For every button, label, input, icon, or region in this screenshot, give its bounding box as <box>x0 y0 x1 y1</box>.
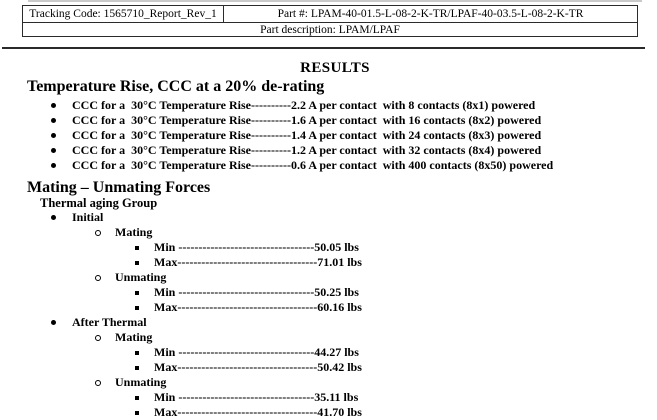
bullet-value: 1.6 A per contact with 16 contacts (8x2) powered <box>290 113 542 127</box>
results-title: RESULTS <box>300 60 370 76</box>
group-initial <box>0 210 657 225</box>
bullet-label: CCC for a 30°C Temperature Rise <box>72 98 252 112</box>
leader-dashes: ---------- <box>251 143 291 157</box>
tracking-code-text: Tracking Code: 1565710_Report_Rev_1 <box>29 8 217 20</box>
group-label: After Thermal <box>72 315 147 329</box>
measure-value: 50.25 lbs <box>314 285 359 299</box>
leader-dashes: ----------------------------------- <box>177 405 318 419</box>
measurement-row <box>0 405 657 420</box>
leader-dashes: ----------------------------------- <box>177 255 318 269</box>
leader-dashes: ---------- <box>251 98 291 112</box>
disc-bullet-icon <box>51 163 56 168</box>
phase-unmating <box>0 270 657 285</box>
disc-bullet-icon <box>51 148 56 153</box>
temperature-section-heading: Temperature Rise, CCC at a 20% de-rating <box>27 78 325 95</box>
bullet-value: 1.2 A per contact with 32 contacts (8x4) powered <box>290 143 542 157</box>
leader-dashes: ---------------------------------- <box>178 240 315 254</box>
bullet-value: 1.4 A per contact with 24 contacts (8x3) powered <box>290 128 542 142</box>
measurement-row <box>0 285 657 300</box>
cropped-content-artifact <box>28 0 642 2</box>
header-table-row-1 <box>23 6 637 23</box>
square-bullet-icon <box>135 366 139 370</box>
leader-dashes: ---------------------------------- <box>178 390 315 404</box>
square-bullet-icon <box>135 291 139 295</box>
square-bullet-icon <box>135 411 139 415</box>
phase-mating <box>0 330 657 345</box>
disc-bullet-icon <box>51 103 56 108</box>
measure-label: Max <box>154 405 178 419</box>
measure-value: 35.11 lbs <box>314 390 359 404</box>
mating-section-heading: Mating – Unmating Forces <box>27 179 211 196</box>
header-table <box>22 5 638 37</box>
temperature-bullet <box>0 158 657 173</box>
group-label: Initial <box>72 210 104 224</box>
disc-bullet-icon <box>51 133 56 138</box>
measure-label: Min <box>154 390 179 404</box>
bullet-label: CCC for a 30°C Temperature Rise <box>72 128 252 142</box>
bullet-label: CCC for a 30°C Temperature Rise <box>72 143 252 157</box>
temperature-bullet <box>0 143 657 158</box>
leader-dashes: ----------------------------------- <box>177 300 318 314</box>
leader-dashes: ---------------------------------- <box>178 345 315 359</box>
circle-bullet-icon <box>95 335 101 341</box>
measure-label: Max <box>154 300 178 314</box>
tracking-code-cell <box>23 6 224 22</box>
part-description-cell <box>23 23 637 36</box>
measure-label: Min <box>154 240 179 254</box>
leader-dashes: ----------------------------------- <box>177 360 318 374</box>
temperature-bullet <box>0 98 657 113</box>
measure-value: 41.70 lbs <box>317 405 362 419</box>
disc-bullet-icon <box>51 320 56 325</box>
bullet-value: 0.6 A per contact with 400 contacts (8x50) powered <box>290 158 554 172</box>
disc-bullet-icon <box>51 118 56 123</box>
measure-value: 60.16 lbs <box>317 300 362 314</box>
measure-value: 50.05 lbs <box>314 240 359 254</box>
temperature-bullet <box>0 113 657 128</box>
measurement-row <box>0 390 657 405</box>
measure-label: Max <box>154 360 178 374</box>
measure-value: 50.42 lbs <box>317 360 362 374</box>
measurement-row <box>0 300 657 315</box>
measurement-row <box>0 255 657 270</box>
phase-label: Unmating <box>115 375 167 389</box>
measure-label: Max <box>154 255 178 269</box>
part-description-text: Part description: LPAM/LPAF <box>260 23 400 36</box>
group-after-thermal <box>0 315 657 330</box>
divider-rule <box>2 47 645 49</box>
square-bullet-icon <box>135 261 139 265</box>
leader-dashes: ---------- <box>251 128 291 142</box>
measurement-row <box>0 345 657 360</box>
part-number-cell <box>224 6 637 22</box>
temperature-bullet <box>0 128 657 143</box>
phase-label: Unmating <box>115 270 167 284</box>
measure-label: Min <box>154 345 179 359</box>
leader-dashes: ---------- <box>251 158 291 172</box>
leader-dashes: ---------- <box>251 113 291 127</box>
phase-mating <box>0 225 657 240</box>
square-bullet-icon <box>135 351 139 355</box>
phase-unmating <box>0 375 657 390</box>
measurement-row <box>0 240 657 255</box>
bullet-value: 2.2 A per contact with 8 contacts (8x1) powered <box>290 98 536 112</box>
measure-value: 71.01 lbs <box>317 255 362 269</box>
bullet-label: CCC for a 30°C Temperature Rise <box>72 113 252 127</box>
measure-value: 44.27 lbs <box>314 345 359 359</box>
thermal-aging-subheading: Thermal aging Group <box>40 196 158 210</box>
leader-dashes: ---------------------------------- <box>178 285 315 299</box>
circle-bullet-icon <box>95 380 101 386</box>
square-bullet-icon <box>135 246 139 250</box>
phase-label: Mating <box>115 225 153 239</box>
results-content <box>0 78 657 420</box>
square-bullet-icon <box>135 306 139 310</box>
circle-bullet-icon <box>95 275 101 281</box>
phase-label: Mating <box>115 330 153 344</box>
measurement-row <box>0 360 657 375</box>
circle-bullet-icon <box>95 230 101 236</box>
square-bullet-icon <box>135 396 139 400</box>
measure-label: Min <box>154 285 179 299</box>
bullet-label: CCC for a 30°C Temperature Rise <box>72 158 252 172</box>
part-number-text: Part #: LPAM-40-01.5-L-08-2-K-TR/LPAF-40-03.5-L-08-2-K-TR <box>277 8 584 20</box>
disc-bullet-icon <box>51 215 56 220</box>
